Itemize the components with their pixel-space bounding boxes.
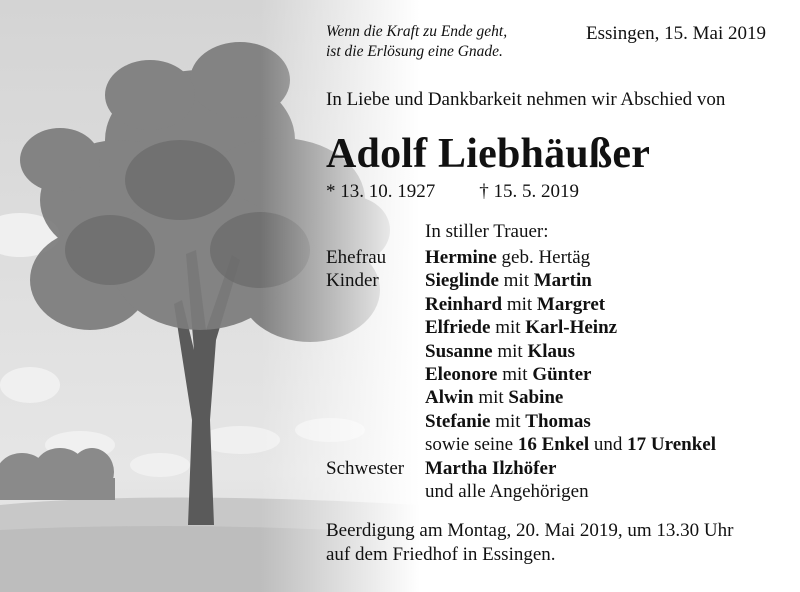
members [425,316,786,339]
members [425,457,786,480]
funeral-line-2: auf dem Friedhof in Essingen. [326,544,556,565]
members [425,386,786,409]
connector: mit [503,270,529,292]
funeral-line-1: Beerdigung am Montag, 20. Mai 2019, um 13.30 Uhr [326,520,734,541]
members [425,246,786,269]
maiden-name: geb. Hertäg [501,247,591,268]
family-list [326,246,786,503]
members [425,410,786,433]
motto-line-2: ist die Erlösung eine Gnade. [326,43,503,60]
other-relatives: und alle Angehörigen [425,481,589,503]
place-and-date: Essingen, 15. Mai 2019 [586,23,766,44]
family-row-child [326,340,786,363]
grandchildren-and: und [593,434,623,456]
child-name: Reinhard [425,293,503,315]
intro-text: In Liebe und Dankbarkeit nehmen wir Abschied von [326,89,726,110]
role [326,293,425,316]
family-row-child [326,269,786,292]
role [326,316,425,339]
wife-name: Hermine [425,247,497,268]
connector: mit [495,317,521,339]
life-dates [326,180,579,204]
mourning-heading: In stiller Trauer: [425,221,549,242]
role [326,363,425,386]
child-name: Sieglinde [425,270,499,292]
members [425,340,786,363]
family-row-child [326,363,786,386]
partner-name: Karl-Heinz [525,317,618,339]
partner-name: Martin [533,270,592,292]
role-label: Ehefrau [326,247,387,268]
birth-date: * 13. 10. 1927 [326,181,436,202]
connector: mit [506,293,533,315]
members [425,433,786,456]
family-row-wife [326,246,786,269]
child-name: Stefanie [425,410,491,432]
family-row-child [326,293,786,316]
members [425,269,786,292]
family-row-grandchildren [326,433,786,456]
members [425,363,786,386]
family-row-others [326,480,786,503]
child-name: Eleonore [425,364,498,386]
family-row-child [326,386,786,409]
deceased-name: Adolf Liebhäußer [326,131,651,177]
child-name: Elfriede [425,317,491,339]
role [326,410,425,433]
role [326,433,425,456]
role [326,480,425,503]
family-row-child [326,316,786,339]
partner-name: Sabine [508,387,564,409]
child-name: Susanne [425,340,493,362]
funeral-info [326,519,786,567]
sister-name: Martha Ilzhöfer [425,457,557,479]
role-label: Kinder [326,270,379,292]
family-row-child [326,410,786,433]
role [326,386,425,409]
partner-name: Günter [532,364,592,386]
motto-line-1: Wenn die Kraft zu Ende geht, [326,23,508,40]
connector: mit [495,410,521,432]
child-name: Alwin [425,387,474,409]
partner-name: Klaus [527,340,575,362]
motto-quote [326,22,556,62]
partner-name: Margret [536,293,606,315]
connector: mit [478,387,504,409]
grandchildren-count: 16 Enkel [517,434,590,456]
great-grandchildren-count: 17 Urenkel [627,434,716,456]
role-label: Schwester [326,457,405,479]
role [326,340,425,363]
death-date: † 15. 5. 2019 [479,181,579,202]
family-row-sister [326,457,786,480]
members [425,293,786,316]
partner-name: Thomas [525,410,591,432]
connector: mit [497,340,523,362]
grandchildren-prefix: sowie seine [425,434,514,456]
connector: mit [502,364,528,386]
